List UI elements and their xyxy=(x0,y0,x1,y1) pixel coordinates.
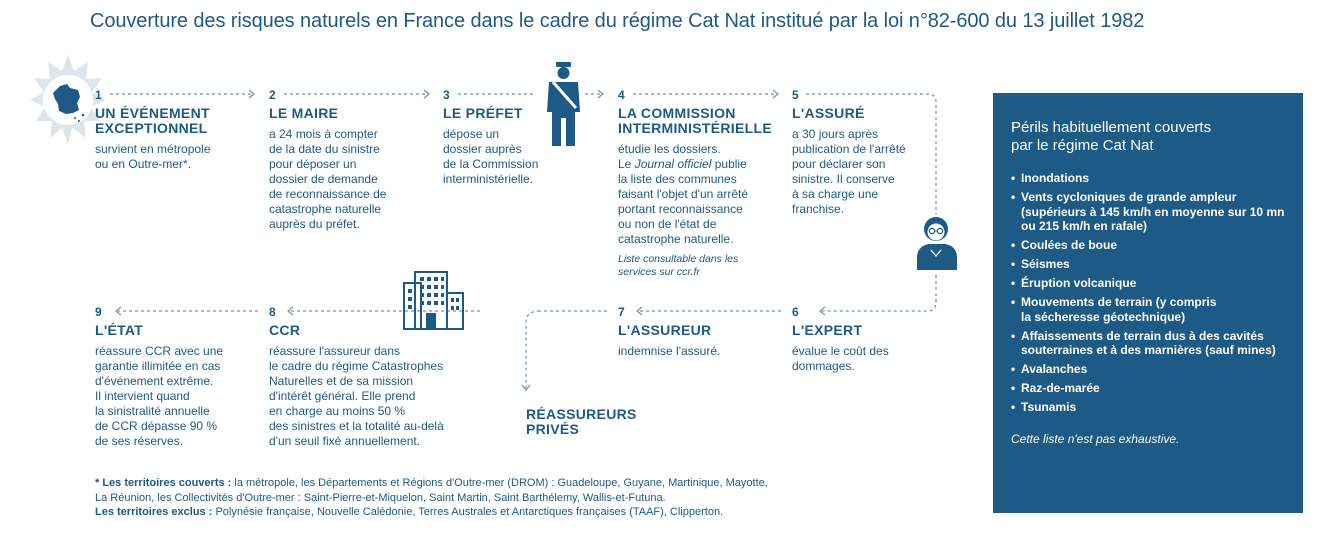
step-body: réassure CCR avec une garantie illimitée en cas d'événement extrême. Il intervient quand la sinistralité annuelle de CCR dépasse 90 % de ses réserves. xyxy=(95,344,224,448)
step-heading: L'ÉTAT xyxy=(95,322,144,338)
step-body: évalue le coût des dommages. xyxy=(792,344,889,373)
step-body: étudie les dossiers. Le Journal officiel publie la liste des communes faisant l'objet d'un arrêté portant reconnaissance ou non de l'état de catastrophe naturelle. xyxy=(618,142,748,246)
insured-person-icon xyxy=(917,217,957,270)
step-heading: L'ASSUREUR xyxy=(618,322,712,338)
page-title: Couverture des risques naturels en France dans le cadre du régime Cat Nat institué par la loi n°82-600 du 13 juillet 1982 xyxy=(90,10,1145,32)
step-number: 4 xyxy=(618,88,625,102)
step-body: a 30 jours après publication de l'arrêté pour déclarer son sinistre. Il conserve à sa charge une franchise. xyxy=(792,127,906,216)
list-item: • Tsunamis xyxy=(1011,400,1287,415)
journal-officiel: Journal officiel xyxy=(634,157,712,171)
step-2 xyxy=(269,88,444,232)
step-note: Liste consultable dans les services sur ccr.fr xyxy=(618,253,739,278)
step-6 xyxy=(792,305,967,374)
step-heading: LE MAIRE xyxy=(269,105,339,121)
panel-note: Cette liste n'est pas exhaustive. xyxy=(1011,431,1180,446)
step-number: 2 xyxy=(269,88,276,102)
step-number: 7 xyxy=(618,305,625,319)
step-1 xyxy=(95,88,270,172)
list-item: • Raz-de-marée xyxy=(1011,381,1287,396)
step-8 xyxy=(269,305,469,449)
step-body: réassure l'assureur dans le cadre du régime Catastrophes Naturelles et de sa mission d'intérêt général. Elle prend en charge au moins 50 % des sinistres et la totalité au-delà d'un seuil fixé annuellement. xyxy=(269,344,444,448)
list-item: • Éruption volcanique xyxy=(1011,276,1287,291)
list-item: • Avalanches xyxy=(1011,362,1287,377)
step-number: 1 xyxy=(95,88,102,102)
step-body: survient en métropole ou en Outre-mer*. xyxy=(95,142,211,171)
covered-perils-panel xyxy=(993,93,1303,513)
step-number: 9 xyxy=(95,305,102,319)
step-heading: L'ASSURÉ xyxy=(792,105,865,121)
step-7 xyxy=(618,305,793,359)
step-4 xyxy=(618,88,788,279)
list-item: • Mouvements de terrain (y compris la sécheresse géotechnique) xyxy=(1011,295,1287,324)
panel-title: Périls habituellement couverts par le régime Cat Nat xyxy=(1011,119,1212,154)
step-number: 3 xyxy=(443,88,450,102)
step-heading: LA COMMISSION INTERMINISTÉRIELLE xyxy=(618,105,772,136)
step-number: 6 xyxy=(792,305,799,319)
private-reinsurers-label: RÉASSUREURS PRIVÉS xyxy=(526,406,637,437)
list-item: • Vents cycloniques de grande ampleur (supérieurs à 145 km/h en moyenne sur 10 mn ou 215 km/h en rafale) xyxy=(1011,190,1287,234)
step-heading: CCR xyxy=(269,322,301,338)
step-3 xyxy=(443,88,618,187)
step-body: indemnise l'assuré. xyxy=(618,344,721,358)
step-number: 5 xyxy=(792,88,799,102)
step-heading: LE PRÉFET xyxy=(443,105,523,121)
step-9 xyxy=(95,305,270,449)
list-item: • Affaissements de terrain dus à des cavités souterraines et à des marnières (sauf mines) xyxy=(1011,329,1287,358)
step-5 xyxy=(792,88,967,217)
territories-footnote: * Les territoires couverts : la métropole, les Départements et Régions d'Outre-mer (DROM) : Guadeloupe, Guyane, Martinique, Mayotte, La Réunion, les Collectivités d'Outre-mer : Saint-Pierre-et-Miquelon, Saint Martin, Saint Barthélemy, Wallis-et-Futuna. Les territoires exclus : Polynésie française, Nouvelle Calédonie, Terres Australes et Antarctiques françaises (TAAF), Clipperton. xyxy=(95,477,768,518)
step-heading: L'EXPERT xyxy=(792,322,863,338)
list-item: • Inondations xyxy=(1011,171,1287,186)
list-item: • Séismes xyxy=(1011,257,1287,272)
step-body: dépose un dossier auprès de la Commission interministérielle. xyxy=(443,127,539,186)
step-heading: UN ÉVÉNEMENT EXCEPTIONNEL xyxy=(95,105,210,136)
step-body: a 24 mois à compter de la date du sinistre pour déposer un dossier de demande de reconnaissance de catastrophe naturelle auprès du préfet. xyxy=(269,127,387,231)
list-item: • Coulées de boue xyxy=(1011,238,1287,253)
perils-list xyxy=(1011,171,1287,415)
step-number: 8 xyxy=(269,305,276,319)
